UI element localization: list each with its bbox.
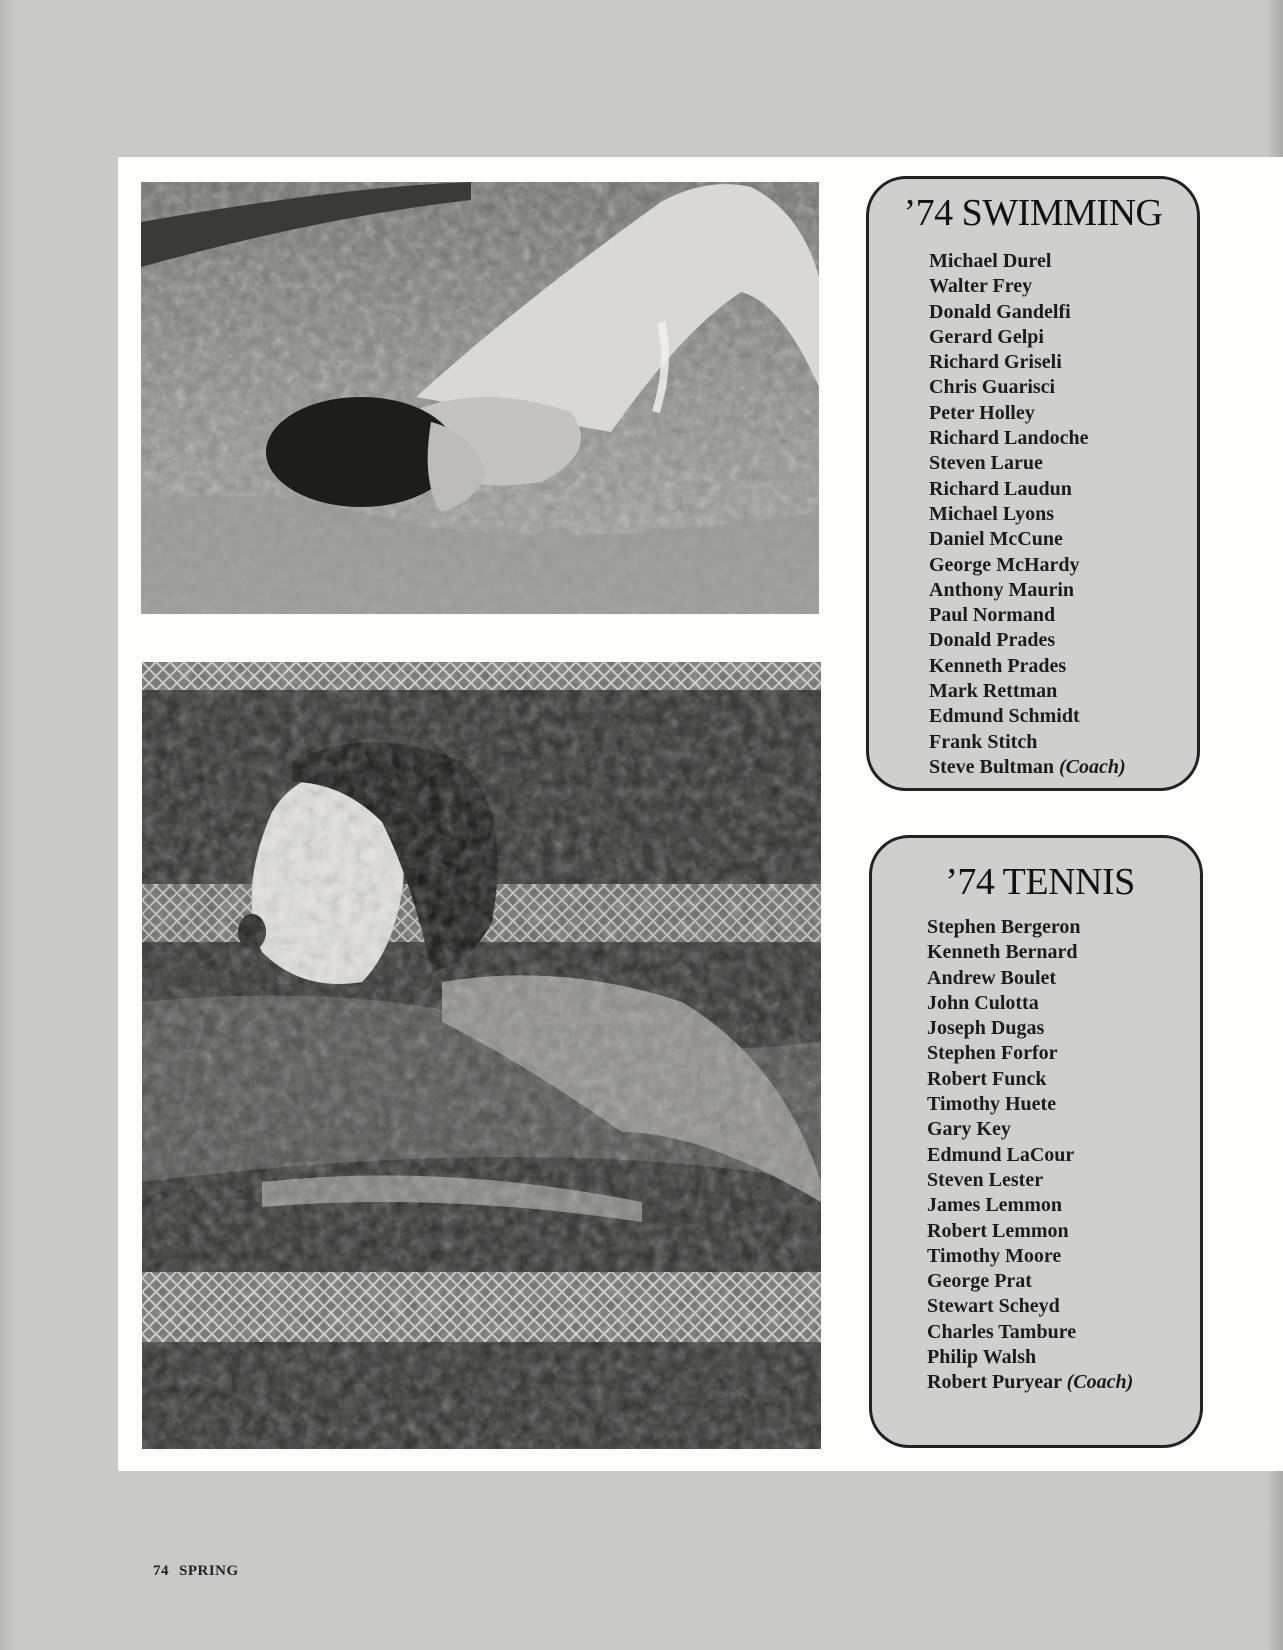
roster-member: Stephen Forfor — [927, 1042, 1058, 1065]
roster-member: George McHardy — [929, 553, 1080, 576]
swimming-roster-list — [929, 249, 1126, 780]
roster-member: Stewart Scheyd — [927, 1295, 1060, 1318]
page-gutter-shadow — [0, 0, 14, 1650]
coach-role: (Coach) — [1059, 755, 1126, 778]
roster-member: Donald Prades — [929, 629, 1056, 652]
photo-swimmer-breathing — [142, 662, 821, 1449]
roster-member: Walter Frey — [929, 275, 1033, 298]
roster-member: Richard Landoche — [929, 427, 1089, 450]
coach-role: (Coach) — [1066, 1371, 1134, 1394]
roster-member: Andrew Boulet — [927, 966, 1057, 989]
swimming-roster-box — [866, 176, 1200, 791]
roster-member: Edmund LaCour — [927, 1143, 1075, 1166]
roster-member: Timothy Moore — [927, 1244, 1062, 1267]
swimming-title: ’74 SWIMMING — [903, 192, 1163, 234]
roster-member: George Prat — [927, 1270, 1032, 1293]
section-label: SPRING — [179, 1563, 239, 1579]
roster-coach — [927, 1370, 1133, 1395]
roster-member: Steven Larue — [929, 452, 1043, 475]
roster-member: Michael Durel — [929, 250, 1052, 272]
roster-member: Kenneth Prades — [929, 654, 1067, 677]
roster-member: Philip Walsh — [927, 1346, 1037, 1369]
tennis-roster-box — [869, 835, 1203, 1448]
roster-coach — [929, 755, 1126, 780]
roster-member: Donald Gandelfi — [929, 300, 1071, 323]
roster-member: John Culotta — [927, 991, 1039, 1014]
roster-member: Daniel McCune — [929, 528, 1063, 551]
roster-member: Steven Lester — [927, 1168, 1044, 1191]
roster-member: James Lemmon — [927, 1194, 1062, 1217]
roster-member: Anthony Maurin — [929, 578, 1075, 601]
roster-member: Chris Guarisci — [929, 376, 1056, 399]
roster-member: Edmund Schmidt — [929, 705, 1080, 728]
roster-member: Gerard Gelpi — [929, 325, 1044, 348]
roster-member: Joseph Dugas — [927, 1017, 1045, 1040]
roster-member: Stephen Bergeron — [927, 916, 1081, 938]
photo-swimmer-freestyle — [141, 182, 819, 614]
tennis-title: ’74 TENNIS — [945, 861, 1135, 903]
coach-name: Robert Puryear — [927, 1371, 1062, 1394]
roster-member: Mark Rettman — [929, 680, 1058, 703]
roster-member: Paul Normand — [929, 604, 1056, 627]
roster-member: Timothy Huete — [927, 1093, 1057, 1116]
roster-member: Peter Holley — [929, 401, 1035, 424]
coach-name: Steve Bultman — [929, 755, 1054, 778]
roster-member: Richard Griseli — [929, 351, 1062, 374]
roster-member: Robert Lemmon — [927, 1219, 1069, 1242]
page-footer — [153, 1563, 249, 1580]
roster-member: Robert Funck — [927, 1067, 1047, 1090]
page-number: 74 — [153, 1563, 169, 1579]
roster-member: Kenneth Bernard — [927, 941, 1078, 964]
tennis-roster-list — [927, 915, 1133, 1396]
roster-member: Michael Lyons — [929, 502, 1055, 525]
roster-member: Charles Tambure — [927, 1320, 1077, 1343]
roster-member: Gary Key — [927, 1118, 1011, 1141]
roster-member: Richard Laudun — [929, 477, 1072, 500]
roster-member: Frank Stitch — [929, 730, 1038, 753]
